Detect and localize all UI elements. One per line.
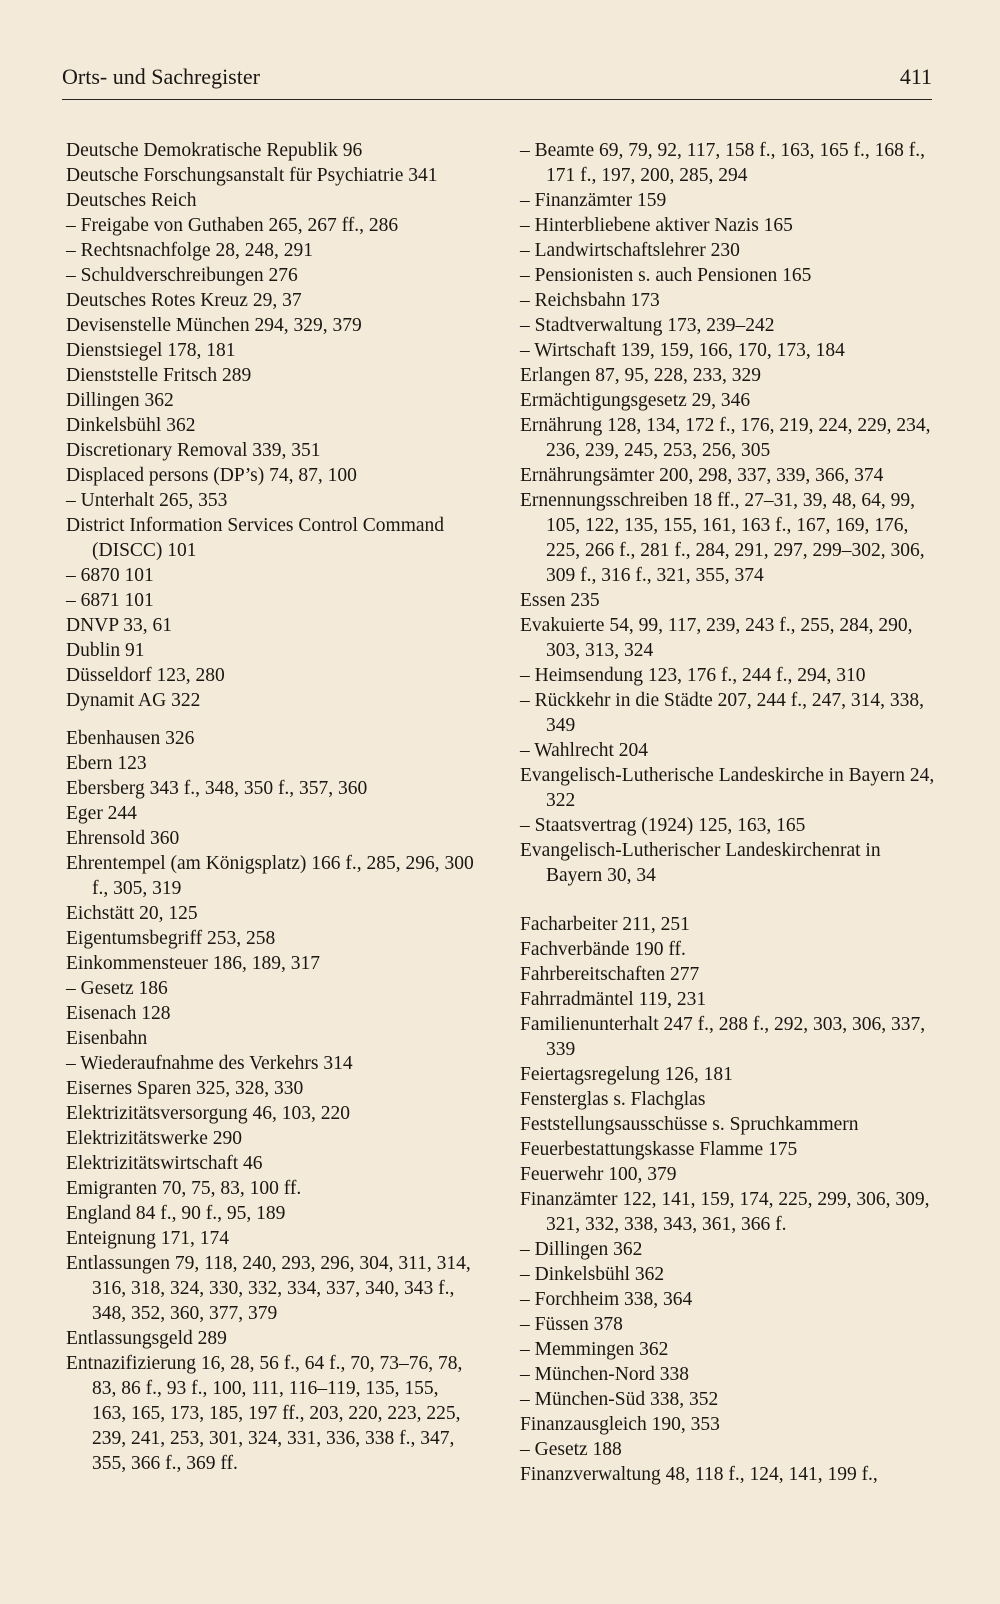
index-entry: – Landwirtschaftslehrer 230	[520, 240, 740, 261]
index-entry: Elektrizitätswerke 290	[66, 1128, 242, 1149]
index-entry: – Wahlrecht 204	[520, 740, 649, 761]
index-entry: Ebenhausen 326	[66, 728, 195, 749]
index-entry: Elektrizitätsversorgung 46, 103, 220	[66, 1103, 350, 1124]
index-entry: Essen 235	[520, 590, 600, 611]
index-entry: – Hinterbliebene aktiver Nazis 165	[520, 215, 793, 236]
index-entry: Feststellungsausschüsse s. Spruchkammern	[520, 1114, 859, 1135]
index-entry: – Rechtsnachfolge 28, 248, 291	[66, 240, 313, 261]
index-entry: – Wiederaufnahme des Verkehrs 314	[66, 1053, 353, 1074]
index-entry: – Forchheim 338, 364	[520, 1289, 693, 1310]
index-entry: Entlassungen 79, 118, 240, 293, 296, 304, 311, 314, 316, 318, 324, 330, 332, 334, 337, 340, 343 f., 348, 352, 360, 377, 379	[66, 1253, 471, 1324]
index-entry: Ernährungsämter 200, 298, 337, 339, 366, 374	[520, 465, 884, 486]
index-entry: Fahrbereitschaften 277	[520, 964, 700, 985]
index-entry: – 6871 101	[66, 590, 154, 611]
index-entry: – Wirtschaft 139, 159, 166, 170, 173, 184	[520, 340, 845, 361]
index-entry: Finanzverwaltung 48, 118 f., 124, 141, 199 f.,	[520, 1464, 878, 1485]
index-entry: England 84 f., 90 f., 95, 189	[66, 1203, 286, 1224]
index-entry: – Finanzämter 159	[520, 190, 667, 211]
index-entry: – München-Nord 338	[520, 1364, 689, 1385]
index-entry: Fachverbände 190 ff.	[520, 939, 686, 960]
index-entry: Familienunterhalt 247 f., 288 f., 292, 303, 306, 337, 339	[520, 1014, 926, 1060]
index-entry: – Reichsbahn 173	[520, 290, 660, 311]
index-entry: – Gesetz 186	[66, 978, 168, 999]
index-entry: Evakuierte 54, 99, 117, 239, 243 f., 255, 284, 290, 303, 313, 324	[520, 615, 913, 661]
index-entry: Finanzämter 122, 141, 159, 174, 225, 299, 306, 309, 321, 332, 338, 343, 361, 366 f.	[520, 1189, 930, 1235]
page-number: 411	[899, 64, 932, 89]
index-entry: Feuerbestattungskasse Flamme 175	[520, 1139, 798, 1160]
running-head-title: Orts- und Sachregister	[62, 64, 260, 89]
index-column-left	[66, 138, 476, 1476]
index-entry: Evangelisch-Lutherische Landeskirche in Bayern 24, 322	[520, 765, 935, 811]
index-entry: Ehrensold 360	[66, 828, 180, 849]
index-entry: Dublin 91	[66, 640, 145, 661]
index-column-right	[520, 138, 940, 1487]
index-entry: Finanzausgleich 190, 353	[520, 1414, 720, 1435]
index-entry: Ebersberg 343 f., 348, 350 f., 357, 360	[66, 778, 368, 799]
index-entry: – München-Süd 338, 352	[520, 1389, 719, 1410]
index-entry: Devisenstelle München 294, 329, 379	[66, 315, 362, 336]
index-entry: – Unterhalt 265, 353	[66, 490, 228, 511]
index-entry: – Füssen 378	[520, 1314, 623, 1335]
index-entry: Ermächtigungsgesetz 29, 346	[520, 390, 751, 411]
index-entry: Feuerwehr 100, 379	[520, 1164, 677, 1185]
index-entry: Eichstätt 20, 125	[66, 903, 198, 924]
index-entry: Deutsches Rotes Kreuz 29, 37	[66, 290, 302, 311]
index-entry: – Heimsendung 123, 176 f., 244 f., 294, 310	[520, 665, 866, 686]
index-entry: Dienststelle Fritsch 289	[66, 365, 252, 386]
index-entry: Eisenbahn	[66, 1028, 148, 1049]
index-entry: Deutsche Demokratische Republik 96	[66, 140, 363, 161]
index-entry: Entnazifizierung 16, 28, 56 f., 64 f., 70, 73–76, 78, 83, 86 f., 93 f., 100, 111, 116–119, 135, 155, 163, 165, 173, 185, 197 ff., 203, 220, 223, 225, 239, 241, 253, 301, 324, 331, 336, 338 f., 347, 355, 366 f., 369 ff.	[66, 1353, 463, 1474]
index-entry: Fahrradmäntel 119, 231	[520, 989, 707, 1010]
index-entry: – Gesetz 188	[520, 1439, 622, 1460]
index-entry: Dienstsiegel 178, 181	[66, 340, 236, 361]
index-entry: Displaced persons (DP’s) 74, 87, 100	[66, 465, 357, 486]
index-entry: – Memmingen 362	[520, 1339, 669, 1360]
index-entry: – 6870 101	[66, 565, 154, 586]
index-entry: Facharbeiter 211, 251	[520, 914, 690, 935]
index-entry: Dinkelsbühl 362	[66, 415, 196, 436]
index-entry: Ehrentempel (am Königsplatz) 166 f., 285, 296, 300 f., 305, 319	[66, 853, 474, 899]
index-entry: – Dillingen 362	[520, 1239, 643, 1260]
index-entry: Dynamit AG 322	[66, 690, 201, 711]
index-entry: Ernährung 128, 134, 172 f., 176, 219, 224, 229, 234, 236, 239, 245, 253, 256, 305	[520, 415, 931, 461]
index-entry: – Schuldverschreibungen 276	[66, 265, 298, 286]
index-entry: Emigranten 70, 75, 83, 100 ff.	[66, 1178, 302, 1199]
index-entry: – Freigabe von Guthaben 265, 267 ff., 286	[66, 215, 399, 236]
index-entry: Entlassungsgeld 289	[66, 1328, 227, 1349]
index-entry: – Pensionisten s. auch Pensionen 165	[520, 265, 812, 286]
running-head	[62, 64, 932, 90]
index-entry: Eisenach 128	[66, 1003, 171, 1024]
index-entry: DNVP 33, 61	[66, 615, 172, 636]
index-entry: Erlangen 87, 95, 228, 233, 329	[520, 365, 762, 386]
index-entry: Elektrizitätswirtschaft 46	[66, 1153, 263, 1174]
index-entry: Deutsches Reich	[66, 190, 197, 211]
index-entry: Einkommensteuer 186, 189, 317	[66, 953, 321, 974]
index-entry: Eigentumsbegriff 253, 258	[66, 928, 276, 949]
index-entry: – Dinkelsbühl 362	[520, 1264, 665, 1285]
index-entry: Dillingen 362	[66, 390, 174, 411]
index-entry: Eisernes Sparen 325, 328, 330	[66, 1078, 304, 1099]
index-entry: – Staatsvertrag (1924) 125, 163, 165	[520, 815, 806, 836]
index-entry: Evangelisch-Lutherischer Landeskirchenrat in Bayern 30, 34	[520, 840, 881, 886]
index-entry: Düsseldorf 123, 280	[66, 665, 225, 686]
index-entry: Eger 244	[66, 803, 137, 824]
index-entry: – Rückkehr in die Städte 207, 244 f., 247, 314, 338, 349	[520, 690, 925, 736]
index-entry: Fensterglas s. Flachglas	[520, 1089, 706, 1110]
index-entry: Ernennungsschreiben 18 ff., 27–31, 39, 48, 64, 99, 105, 122, 135, 155, 161, 163 f., 167, 169, 176, 225, 266 f., 281 f., 284, 291, 297, 299–302, 306, 309 f., 316 f., 321, 355, 374	[520, 490, 925, 586]
index-entry: District Information Services Control Command (DISCC) 101	[66, 515, 445, 561]
index-entry: Deutsche Forschungsanstalt für Psychiatrie 341	[66, 165, 438, 186]
index-entry: Discretionary Removal 339, 351	[66, 440, 321, 461]
index-entry: Feiertagsregelung 126, 181	[520, 1064, 733, 1085]
index-entry: Enteignung 171, 174	[66, 1228, 230, 1249]
index-entry: – Beamte 69, 79, 92, 117, 158 f., 163, 165 f., 168 f., 171 f., 197, 200, 285, 294	[520, 140, 925, 186]
index-entry: – Stadtverwaltung 173, 239–242	[520, 315, 775, 336]
index-entry: Ebern 123	[66, 753, 147, 774]
header-rule	[62, 99, 932, 100]
